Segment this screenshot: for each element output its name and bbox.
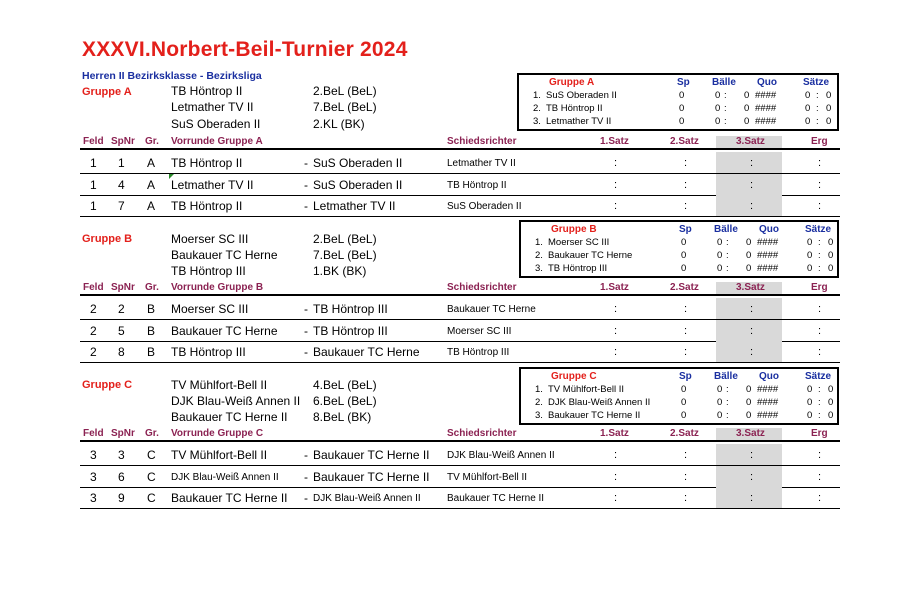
group-team-name: Baukauer TC Herne II [171,410,288,424]
standings-rank: 1. [535,237,543,248]
header-underline [80,148,840,150]
match-table-header [80,428,840,440]
match-row [80,467,840,488]
standings-balls-against: 0 [744,103,750,114]
score-satz2[interactable]: : [684,325,688,337]
score-satz2[interactable]: : [684,157,688,169]
standings-sets-for: 0 [805,116,811,127]
score-satz1[interactable]: : [614,200,618,212]
match-table-header [80,136,840,148]
score-satz3[interactable]: : [750,325,754,337]
standings-table [519,367,839,425]
standings-balls-for: 0 [715,90,721,101]
satz3-shade [716,341,782,362]
match-away-team: Letmather TV II [313,199,396,213]
match-spnr: 6 [118,470,125,484]
standings-sets-for: 0 [805,103,811,114]
standings-sets-sep: : [818,250,821,261]
standings-balls-against: 0 [746,250,752,261]
group-team-league: 8.BeL (BK) [313,410,372,424]
row-underline [80,508,840,510]
standings-team: Baukauer TC Herne [548,250,633,261]
match-home-team: TB Höntrop III [171,345,246,359]
header-vorrunde: Vorrunde Gruppe B [171,282,264,293]
standings-games: 0 [679,116,685,127]
standings-team: Baukauer TC Herne II [548,410,641,421]
standings-balls-against: 0 [746,237,752,248]
score-erg[interactable]: : [818,325,822,337]
standings-balls-against: 0 [746,410,752,421]
match-row [80,321,840,342]
match-away-team: SuS Oberaden II [313,178,403,192]
standings-balls-sep: : [726,410,729,421]
score-satz3[interactable]: : [750,346,754,358]
standings-balls-for: 0 [717,237,723,248]
match-dash: - [304,156,308,170]
header-feld: Feld [83,136,104,147]
match-referee: Moerser SC III [447,326,512,337]
score-satz2[interactable]: : [684,492,688,504]
standings-sets-sep: : [818,397,821,408]
satz3-shade [716,466,782,487]
match-group: C [147,491,156,505]
standings-header-saetze: Sätze [805,224,832,235]
match-referee: Baukauer TC Herne II [447,493,545,504]
score-satz1[interactable]: : [614,303,618,315]
standings-sets-against: 0 [826,116,832,127]
row-underline [80,362,840,364]
standings-balls-against: 0 [746,263,752,274]
standings-sets-sep: : [816,90,819,101]
match-referee: TV Mühlfort-Bell II [447,472,528,483]
match-feld: 2 [90,345,97,359]
match-feld: 1 [90,156,97,170]
standings-group-title: Gruppe B [551,224,597,235]
match-row [80,153,840,174]
header-feld: Feld [83,428,104,439]
match-row [80,175,840,196]
match-spnr: 4 [118,178,125,192]
standings-rank: 2. [533,103,541,114]
match-spnr: 9 [118,491,125,505]
match-away-team: SuS Oberaden II [313,156,403,170]
group-team-name: TB Höntrop II [171,84,243,98]
match-group: A [147,178,156,192]
standings-team: Letmather TV II [546,116,612,127]
match-away-team: TB Höntrop III [313,302,388,316]
score-erg[interactable]: : [818,200,822,212]
match-group: B [147,324,156,338]
standings-balls-for: 0 [717,384,723,395]
score-satz2[interactable]: : [684,471,688,483]
standings-header-baelle: Bälle [714,371,738,382]
header-gr: Gr. [145,136,159,147]
score-satz1[interactable]: : [614,179,618,191]
standings-sets-against: 0 [828,263,834,274]
match-spnr: 2 [118,302,125,316]
standings-team: TV Mühlfort-Bell II [548,384,625,395]
match-group: B [147,302,156,316]
match-home-team: TV Mühlfort-Bell II [171,448,268,462]
score-satz1[interactable]: : [614,325,618,337]
satz3-shade [716,320,782,341]
standings-balls-for: 0 [717,397,723,408]
standings-balls-sep: : [726,263,729,274]
match-group: C [147,448,156,462]
match-dash: - [304,345,308,359]
standings-sets-against: 0 [826,103,832,114]
standings-team: Moerser SC III [548,237,610,248]
standings-sets-for: 0 [807,263,813,274]
header-satz2: 2.Satz [670,428,699,439]
match-home-team: Baukauer TC Herne II [171,491,288,505]
standings-rank: 3. [533,116,541,127]
standings-header-quo: Quo [757,77,777,88]
score-satz3[interactable]: : [750,179,754,191]
standings-quotient: #### [757,384,779,395]
match-referee: TB Höntrop III [447,347,510,358]
header-gr: Gr. [145,428,159,439]
standings-sets-sep: : [818,263,821,274]
standings-sets-for: 0 [807,250,813,261]
satz3-shade [716,174,782,195]
header-vorrunde: Vorrunde Gruppe C [171,428,264,439]
match-feld: 1 [90,178,97,192]
standings-balls-sep: : [726,250,729,261]
score-satz3[interactable]: : [750,303,754,315]
match-table-header [80,282,840,294]
match-spnr: 8 [118,345,125,359]
match-group: C [147,470,156,484]
score-satz1[interactable]: : [614,449,618,461]
standings-balls-against: 0 [746,397,752,408]
standings-sets-for: 0 [807,410,813,421]
score-erg[interactable]: : [818,471,822,483]
header-feld: Feld [83,282,104,293]
standings-sets-against: 0 [828,397,834,408]
standings-balls-against: 0 [744,90,750,101]
standings-games: 0 [681,250,687,261]
standings-balls-sep: : [724,103,727,114]
match-away-team: DJK Blau-Weiß Annen II [313,493,421,504]
standings-row [521,384,837,397]
match-referee: DJK Blau-Weiß Annen II [447,450,555,461]
standings-balls-against: 0 [744,116,750,127]
header-vorrunde: Vorrunde Gruppe A [171,136,263,147]
standings-quotient: #### [757,263,779,274]
match-feld: 1 [90,199,97,213]
standings-team: TB Höntrop II [546,103,603,114]
standings-sets-for: 0 [807,237,813,248]
header-satz3: 3.Satz [736,136,765,147]
standings-games: 0 [681,263,687,274]
standings-header-baelle: Bälle [714,224,738,235]
match-away-team: Baukauer TC Herne [313,345,420,359]
match-row [80,445,840,466]
score-erg[interactable]: : [818,157,822,169]
score-satz2[interactable]: : [684,303,688,315]
satz3-shade [716,444,782,465]
match-home-team: TB Höntrop II [171,156,243,170]
header-erg: Erg [811,136,828,147]
standings-header-saetze: Sätze [805,371,832,382]
standings-group-title: Gruppe C [551,371,597,382]
match-away-team: TB Höntrop III [313,324,388,338]
header-satz3: 3.Satz [736,428,765,439]
standings-rank: 3. [535,410,543,421]
group-team-league: 1.BK (BK) [313,264,367,278]
standings-row [519,116,837,129]
match-row [80,342,840,363]
match-feld: 3 [90,448,97,462]
standings-balls-for: 0 [715,116,721,127]
standings-sets-sep: : [818,384,821,395]
header-satz3: 3.Satz [736,282,765,293]
group-team-league: 2.KL (BK) [313,117,365,131]
group-team-name: Letmather TV II [171,100,254,114]
standings-sets-sep: : [816,103,819,114]
match-home-team: DJK Blau-Weiß Annen II [171,472,279,483]
standings-sets-for: 0 [807,384,813,395]
standings-games: 0 [681,384,687,395]
standings-sets-against: 0 [828,384,834,395]
standings-team: DJK Blau-Weiß Annen II [548,397,651,408]
score-satz3[interactable]: : [750,471,754,483]
match-spnr: 5 [118,324,125,338]
score-satz3[interactable]: : [750,492,754,504]
standings-sets-for: 0 [805,90,811,101]
group-team-league: 7.BeL (BeL) [313,248,377,262]
standings-sets-sep: : [818,410,821,421]
standings-header-saetze: Sätze [803,77,830,88]
group-team-name: Baukauer TC Herne [171,248,278,262]
group-team-league: 7.BeL (BeL) [313,100,377,114]
standings-games: 0 [679,90,685,101]
standings-quotient: #### [757,410,779,421]
league-subtitle: Herren II Bezirksklasse - Bezirksliga [82,70,262,82]
score-satz2[interactable]: : [684,449,688,461]
match-dash: - [304,302,308,316]
match-home-team: Letmather TV II [171,178,254,192]
standings-row [521,410,837,423]
score-erg[interactable]: : [818,303,822,315]
match-group: A [147,156,156,170]
header-satz1: 1.Satz [600,282,629,293]
standings-rank: 1. [535,384,543,395]
standings-row [521,250,837,263]
standings-balls-for: 0 [717,250,723,261]
score-erg[interactable]: : [818,179,822,191]
match-group: A [147,199,156,213]
header-erg: Erg [811,428,828,439]
group-label: Gruppe A [82,86,132,98]
standings-quotient: #### [755,103,777,114]
standings-row [521,397,837,410]
standings-quotient: #### [757,397,779,408]
score-satz1[interactable]: : [614,492,618,504]
header-satz1: 1.Satz [600,428,629,439]
match-dash: - [304,324,308,338]
standings-quotient: #### [757,250,779,261]
group-team-name: SuS Oberaden II [171,117,261,131]
header-spnr: SpNr [111,136,135,147]
group-label: Gruppe B [82,233,133,245]
match-home-team: TB Höntrop II [171,199,243,213]
standings-sets-against: 0 [826,90,832,101]
match-row [80,488,840,509]
header-underline [80,294,840,296]
match-spnr: 1 [118,156,125,170]
satz3-shade [716,298,782,319]
score-satz3[interactable]: : [750,449,754,461]
header-gr: Gr. [145,282,159,293]
header-satz1: 1.Satz [600,136,629,147]
standings-rank: 1. [533,90,541,101]
group-team-name: TV Mühlfort-Bell II [171,378,268,392]
satz3-shade [716,152,782,173]
standings-games: 0 [681,397,687,408]
match-dash: - [304,448,308,462]
page-title: XXXVI.Norbert-Beil-Turnier 2024 [82,38,408,61]
match-row [80,299,840,320]
match-home-team: Baukauer TC Herne [171,324,278,338]
group-team-name: DJK Blau-Weiß Annen II [171,394,301,408]
standings-header-sp: Sp [679,224,692,235]
standings-balls-sep: : [726,237,729,248]
match-referee: SuS Oberaden II [447,201,522,212]
standings-balls-sep: : [724,90,727,101]
header-spnr: SpNr [111,428,135,439]
standings-games: 0 [679,103,685,114]
score-satz2[interactable]: : [684,200,688,212]
group-team-name: Moerser SC III [171,232,249,246]
match-feld: 3 [90,470,97,484]
score-satz2[interactable]: : [684,179,688,191]
standings-table [517,73,839,131]
header-schiedsrichter: Schiedsrichter [447,428,517,439]
standings-row [519,90,837,103]
match-feld: 2 [90,302,97,316]
standings-header-sp: Sp [677,77,690,88]
standings-quotient: #### [755,90,777,101]
standings-balls-sep: : [726,384,729,395]
standings-balls-sep: : [726,397,729,408]
match-away-team: Baukauer TC Herne II [313,448,430,462]
score-erg[interactable]: : [818,346,822,358]
score-satz3[interactable]: : [750,157,754,169]
standings-sets-against: 0 [828,250,834,261]
match-referee: TB Höntrop II [447,180,507,191]
match-referee: Baukauer TC Herne [447,304,536,315]
satz3-shade [716,195,782,216]
standings-sets-against: 0 [828,237,834,248]
score-satz1[interactable]: : [614,157,618,169]
standings-group-title: Gruppe A [549,77,595,88]
header-spnr: SpNr [111,282,135,293]
row-underline [80,216,840,218]
match-referee: Letmather TV II [447,158,516,169]
standings-row [519,103,837,116]
match-feld: 3 [90,491,97,505]
score-satz1[interactable]: : [614,471,618,483]
group-team-name: TB Höntrop III [171,264,246,278]
group-team-league: 6.BeL (BeL) [313,394,377,408]
standings-row [521,263,837,276]
standings-sets-sep: : [818,237,821,248]
header-schiedsrichter: Schiedsrichter [447,136,517,147]
standings-header-baelle: Bälle [712,77,736,88]
match-spnr: 3 [118,448,125,462]
standings-row [521,237,837,250]
cell-comment-marker [169,174,174,179]
group-team-league: 2.BeL (BeL) [313,84,377,98]
match-dash: - [304,470,308,484]
match-spnr: 7 [118,199,125,213]
group-team-league: 4.BeL (BeL) [313,378,377,392]
standings-balls-against: 0 [746,384,752,395]
standings-rank: 3. [535,263,543,274]
group-team-league: 2.BeL (BeL) [313,232,377,246]
match-dash: - [304,199,308,213]
standings-team: SuS Oberaden II [546,90,617,101]
standings-header-quo: Quo [759,224,779,235]
standings-balls-for: 0 [715,103,721,114]
standings-header-quo: Quo [759,371,779,382]
standings-sets-sep: : [816,116,819,127]
match-dash: - [304,178,308,192]
standings-sets-for: 0 [807,397,813,408]
header-schiedsrichter: Schiedsrichter [447,282,517,293]
score-satz3[interactable]: : [750,200,754,212]
standings-balls-sep: : [724,116,727,127]
match-home-team: Moerser SC III [171,302,249,316]
satz3-shade [716,487,782,508]
header-satz2: 2.Satz [670,282,699,293]
standings-rank: 2. [535,250,543,261]
standings-quotient: #### [755,116,777,127]
match-away-team: Baukauer TC Herne II [313,470,430,484]
standings-sets-against: 0 [828,410,834,421]
standings-balls-for: 0 [717,410,723,421]
standings-balls-for: 0 [717,263,723,274]
match-row [80,196,840,217]
score-erg[interactable]: : [818,449,822,461]
standings-table [519,220,839,278]
standings-games: 0 [681,237,687,248]
standings-header-sp: Sp [679,371,692,382]
match-dash: - [304,491,308,505]
standings-quotient: #### [757,237,779,248]
score-satz1[interactable]: : [614,346,618,358]
score-satz2[interactable]: : [684,346,688,358]
header-underline [80,440,840,442]
header-erg: Erg [811,282,828,293]
header-satz2: 2.Satz [670,136,699,147]
match-group: B [147,345,156,359]
score-erg[interactable]: : [818,492,822,504]
group-label: Gruppe C [82,379,133,391]
standings-team: TB Höntrop III [548,263,608,274]
standings-rank: 2. [535,397,543,408]
match-feld: 2 [90,324,97,338]
standings-games: 0 [681,410,687,421]
